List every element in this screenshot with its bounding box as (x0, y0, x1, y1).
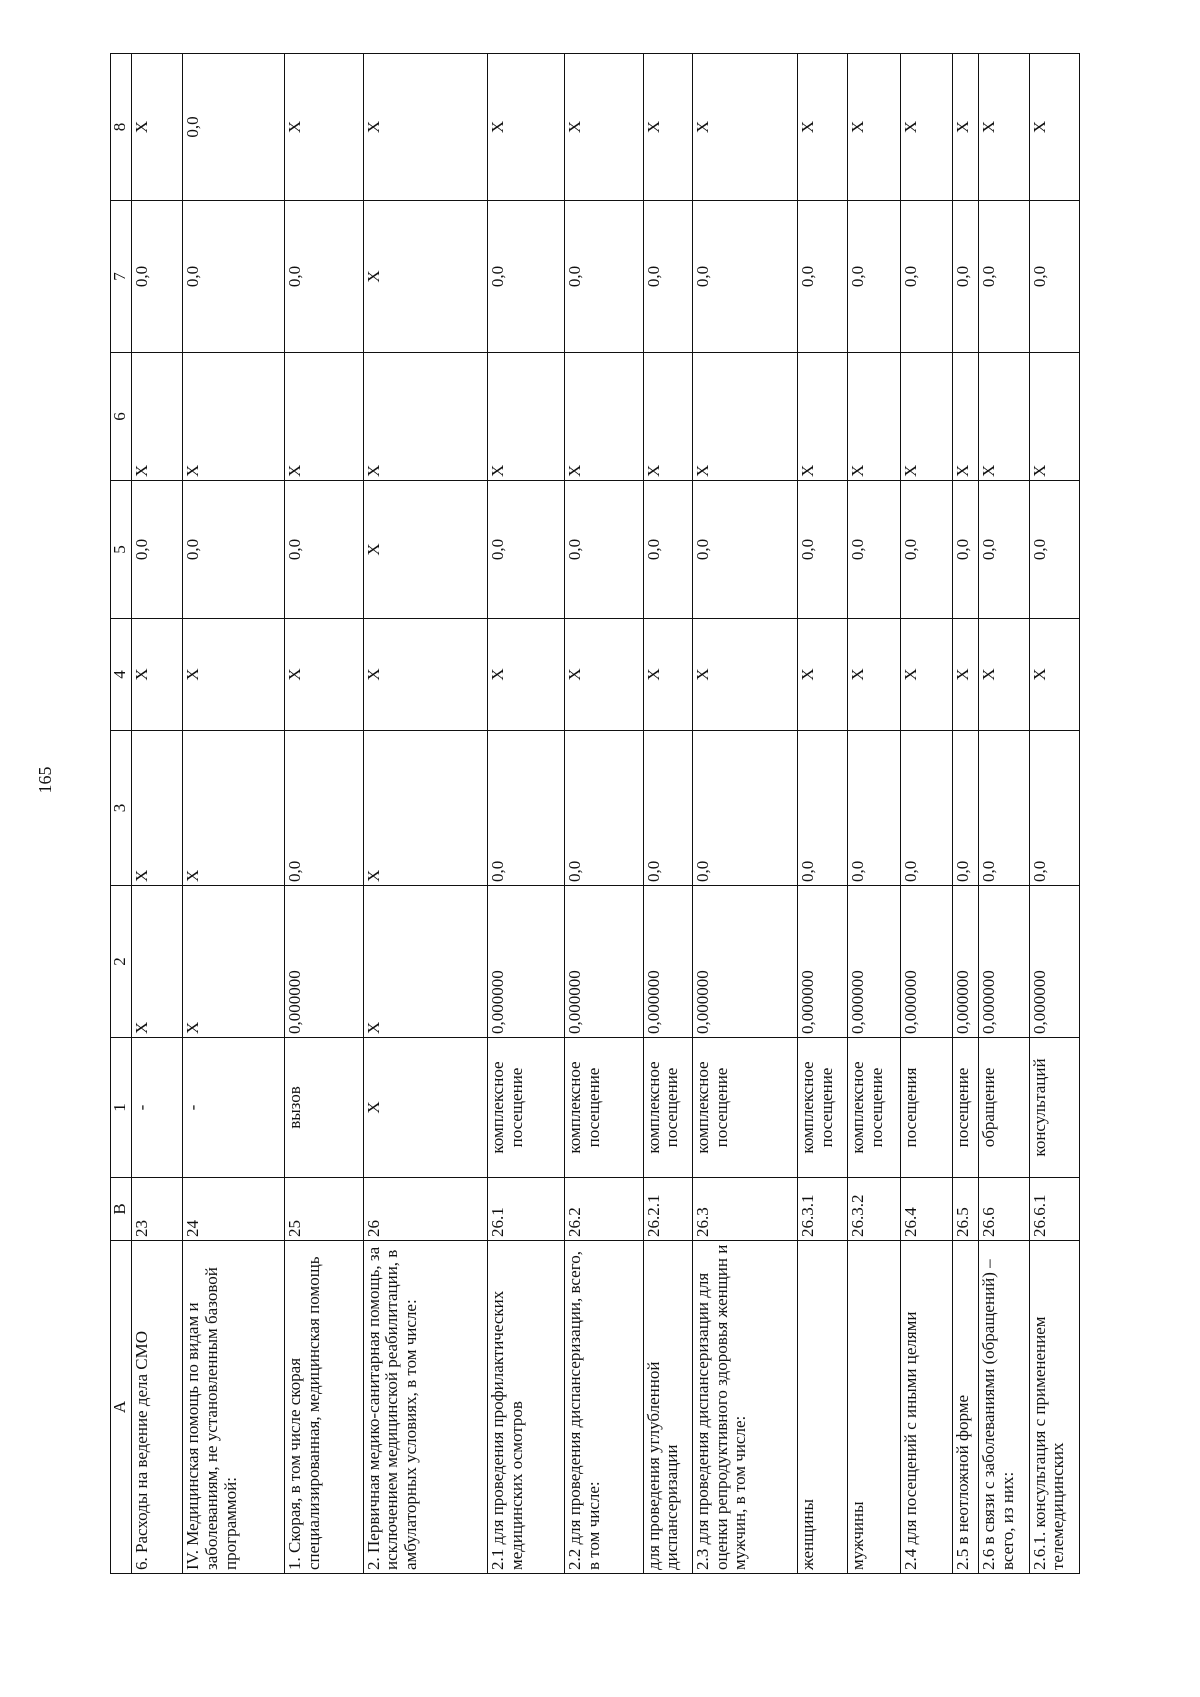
cell-col-6: Х (132, 353, 183, 481)
table-row (900, 54, 952, 1574)
cell-col-2: 0,000000 (953, 886, 979, 1038)
header-col-a: А (111, 1241, 132, 1574)
table-row (285, 54, 364, 1574)
cell-col-8: Х (848, 54, 900, 201)
cell-unit: консультаций (1029, 1038, 1079, 1178)
cell-col-4: Х (285, 619, 364, 731)
cell-row-code: 24 (183, 1178, 285, 1241)
cell-name: 2.5 в неотложной форме (953, 1241, 979, 1574)
cell-col-7: 0,0 (692, 201, 797, 353)
cell-col-5: 0,0 (797, 481, 847, 619)
cell-col-4: Х (979, 619, 1029, 731)
cell-col-3: 0,0 (692, 731, 797, 886)
cell-unit: Х (363, 1038, 488, 1178)
cell-col-7: 0,0 (643, 201, 692, 353)
cell-col-5: 0,0 (132, 481, 183, 619)
cell-row-code: 26.6 (979, 1178, 1029, 1241)
header-col-4: 4 (111, 619, 132, 731)
cell-col-3: 0,0 (1029, 731, 1079, 886)
cell-col-2: 0,000000 (692, 886, 797, 1038)
cell-row-code: 26.3.1 (797, 1178, 847, 1241)
header-col-7: 7 (111, 201, 132, 353)
table-row (183, 54, 285, 1574)
cell-col-7: 0,0 (564, 201, 643, 353)
cell-col-7: 0,0 (132, 201, 183, 353)
header-col-8: 8 (111, 54, 132, 201)
cell-col-8: Х (953, 54, 979, 201)
table-row (564, 54, 643, 1574)
cell-name: 2.6 в связи с заболеваниями (обращений) – всего, из них: (979, 1241, 1029, 1574)
cell-col-7: 0,0 (979, 201, 1029, 353)
rotated-table-container (110, 54, 1080, 1574)
cell-col-5: 0,0 (285, 481, 364, 619)
table-header-row (111, 54, 132, 1574)
cell-col-6: Х (363, 353, 488, 481)
cell-name: для проведения углубленной диспансеризации (643, 1241, 692, 1574)
cell-col-3: Х (183, 731, 285, 886)
cell-col-5: 0,0 (488, 481, 565, 619)
cell-col-4: Х (183, 619, 285, 731)
cell-unit: комплексное посещение (797, 1038, 847, 1178)
cell-col-6: Х (900, 353, 952, 481)
cell-name: 2.6.1. консультация с применением телемедицинских (1029, 1241, 1079, 1574)
cell-unit: - (132, 1038, 183, 1178)
cell-name: 2.2 для проведения диспансеризации, всего, в том числе: (564, 1241, 643, 1574)
cell-col-8: Х (797, 54, 847, 201)
table-row (692, 54, 797, 1574)
cell-row-code: 26 (363, 1178, 488, 1241)
cell-col-8: Х (488, 54, 565, 201)
cell-col-2: 0,000000 (488, 886, 565, 1038)
cell-unit: комплексное посещение (564, 1038, 643, 1178)
table-row (953, 54, 979, 1574)
cell-col-7: 0,0 (183, 201, 285, 353)
cell-name: женщины (797, 1241, 847, 1574)
cell-unit: посещение (953, 1038, 979, 1178)
cell-col-6: Х (183, 353, 285, 481)
cell-col-5: 0,0 (643, 481, 692, 619)
cell-col-8: Х (132, 54, 183, 201)
cell-col-5: 0,0 (1029, 481, 1079, 619)
cell-col-7: 0,0 (900, 201, 952, 353)
cell-col-3: 0,0 (953, 731, 979, 886)
cell-unit: комплексное посещение (848, 1038, 900, 1178)
cell-col-4: Х (900, 619, 952, 731)
cell-col-4: Х (1029, 619, 1079, 731)
cell-name: 2.4 для посещений с иными целями (900, 1241, 952, 1574)
cell-col-4: Х (797, 619, 847, 731)
cell-col-4: Х (488, 619, 565, 731)
cell-col-6: Х (953, 353, 979, 481)
cell-col-3: 0,0 (797, 731, 847, 886)
table-row (643, 54, 692, 1574)
data-table (110, 53, 1080, 1574)
cell-col-7: 0,0 (1029, 201, 1079, 353)
cell-col-2: 0,000000 (643, 886, 692, 1038)
cell-row-code: 26.3 (692, 1178, 797, 1241)
cell-col-5: 0,0 (953, 481, 979, 619)
table-row (132, 54, 183, 1574)
table-row (1029, 54, 1079, 1574)
table-row (797, 54, 847, 1574)
cell-name: IV. Медицинская помощь по видам и заболеваниям, не установленным базовой программой: (183, 1241, 285, 1574)
cell-name: 6. Расходы на ведение дела СМО (132, 1241, 183, 1574)
table-row (848, 54, 900, 1574)
cell-col-3: 0,0 (848, 731, 900, 886)
cell-col-5: 0,0 (900, 481, 952, 619)
page-number: 165 (35, 766, 55, 794)
cell-row-code: 25 (285, 1178, 364, 1241)
cell-col-5: 0,0 (692, 481, 797, 619)
cell-col-6: Х (848, 353, 900, 481)
cell-col-8: Х (564, 54, 643, 201)
cell-col-5: 0,0 (848, 481, 900, 619)
cell-col-6: Х (797, 353, 847, 481)
cell-col-2: 0,000000 (1029, 886, 1079, 1038)
cell-col-3: 0,0 (900, 731, 952, 886)
cell-col-3: Х (132, 731, 183, 886)
cell-col-6: Х (643, 353, 692, 481)
cell-row-code: 26.3.2 (848, 1178, 900, 1241)
cell-col-3: 0,0 (979, 731, 1029, 886)
cell-col-7: 0,0 (848, 201, 900, 353)
header-col-1: 1 (111, 1038, 132, 1178)
cell-col-4: Х (692, 619, 797, 731)
cell-col-7: 0,0 (285, 201, 364, 353)
cell-col-3: 0,0 (643, 731, 692, 886)
cell-col-8: Х (692, 54, 797, 201)
header-col-3: 3 (111, 731, 132, 886)
cell-name: 2.3 для проведения диспансеризации для оценки репродуктивного здоровья женщин и мужчин, в том числе: (692, 1241, 797, 1574)
cell-col-6: Х (1029, 353, 1079, 481)
cell-row-code: 26.4 (900, 1178, 952, 1241)
cell-col-3: Х (363, 731, 488, 886)
cell-col-8: Х (285, 54, 364, 201)
cell-name: 2.1 для проведения профилактических медицинских осмотров (488, 1241, 565, 1574)
cell-col-7: 0,0 (797, 201, 847, 353)
cell-col-5: 0,0 (183, 481, 285, 619)
cell-col-2: 0,000000 (848, 886, 900, 1038)
cell-col-8: Х (363, 54, 488, 201)
cell-row-code: 26.2.1 (643, 1178, 692, 1241)
cell-col-3: 0,0 (488, 731, 565, 886)
cell-col-7: 0,0 (488, 201, 565, 353)
table-row (488, 54, 565, 1574)
cell-col-5: Х (363, 481, 488, 619)
cell-row-code: 26.6.1 (1029, 1178, 1079, 1241)
cell-col-6: Х (564, 353, 643, 481)
cell-row-code: 23 (132, 1178, 183, 1241)
cell-col-6: Х (285, 353, 364, 481)
cell-col-4: Х (643, 619, 692, 731)
cell-col-8: Х (900, 54, 952, 201)
cell-col-6: Х (692, 353, 797, 481)
header-col-b: В (111, 1178, 132, 1241)
cell-unit: комплексное посещение (643, 1038, 692, 1178)
header-col-2: 2 (111, 886, 132, 1038)
cell-col-7: Х (363, 201, 488, 353)
cell-row-code: 26.1 (488, 1178, 565, 1241)
cell-col-3: 0,0 (564, 731, 643, 886)
cell-col-8: 0,0 (183, 54, 285, 201)
header-col-5: 5 (111, 481, 132, 619)
cell-col-8: Х (643, 54, 692, 201)
cell-unit: комплексное посещение (488, 1038, 565, 1178)
cell-col-4: Х (953, 619, 979, 731)
cell-col-2: 0,000000 (564, 886, 643, 1038)
cell-col-5: 0,0 (564, 481, 643, 619)
cell-col-8: Х (979, 54, 1029, 201)
cell-row-code: 26.2 (564, 1178, 643, 1241)
cell-unit: - (183, 1038, 285, 1178)
cell-col-6: Х (979, 353, 1029, 481)
cell-col-4: Х (848, 619, 900, 731)
cell-name: 1. Скорая, в том числе скорая специализированная, медицинская помощь (285, 1241, 364, 1574)
cell-col-5: 0,0 (979, 481, 1029, 619)
cell-col-2: Х (183, 886, 285, 1038)
cell-col-2: Х (363, 886, 488, 1038)
cell-col-2: 0,000000 (900, 886, 952, 1038)
table-row (979, 54, 1029, 1574)
cell-col-2: 0,000000 (797, 886, 847, 1038)
table-row (363, 54, 488, 1574)
cell-col-4: Х (363, 619, 488, 731)
header-col-6: 6 (111, 353, 132, 481)
cell-unit: обращение (979, 1038, 1029, 1178)
cell-col-3: 0,0 (285, 731, 364, 886)
cell-col-4: Х (132, 619, 183, 731)
cell-name: мужчины (848, 1241, 900, 1574)
cell-name: 2. Первичная медико-санитарная помощь, за исключением медицинской реабилитации, в амбулаторных условиях, в том числе: (363, 1241, 488, 1574)
cell-col-2: 0,000000 (285, 886, 364, 1038)
cell-col-2: 0,000000 (979, 886, 1029, 1038)
cell-col-6: Х (488, 353, 565, 481)
cell-row-code: 26.5 (953, 1178, 979, 1241)
cell-col-2: Х (132, 886, 183, 1038)
cell-col-7: 0,0 (953, 201, 979, 353)
cell-unit: посещения (900, 1038, 952, 1178)
cell-unit: вызов (285, 1038, 364, 1178)
cell-col-4: Х (564, 619, 643, 731)
cell-unit: комплексное посещение (692, 1038, 797, 1178)
cell-col-8: Х (1029, 54, 1079, 201)
